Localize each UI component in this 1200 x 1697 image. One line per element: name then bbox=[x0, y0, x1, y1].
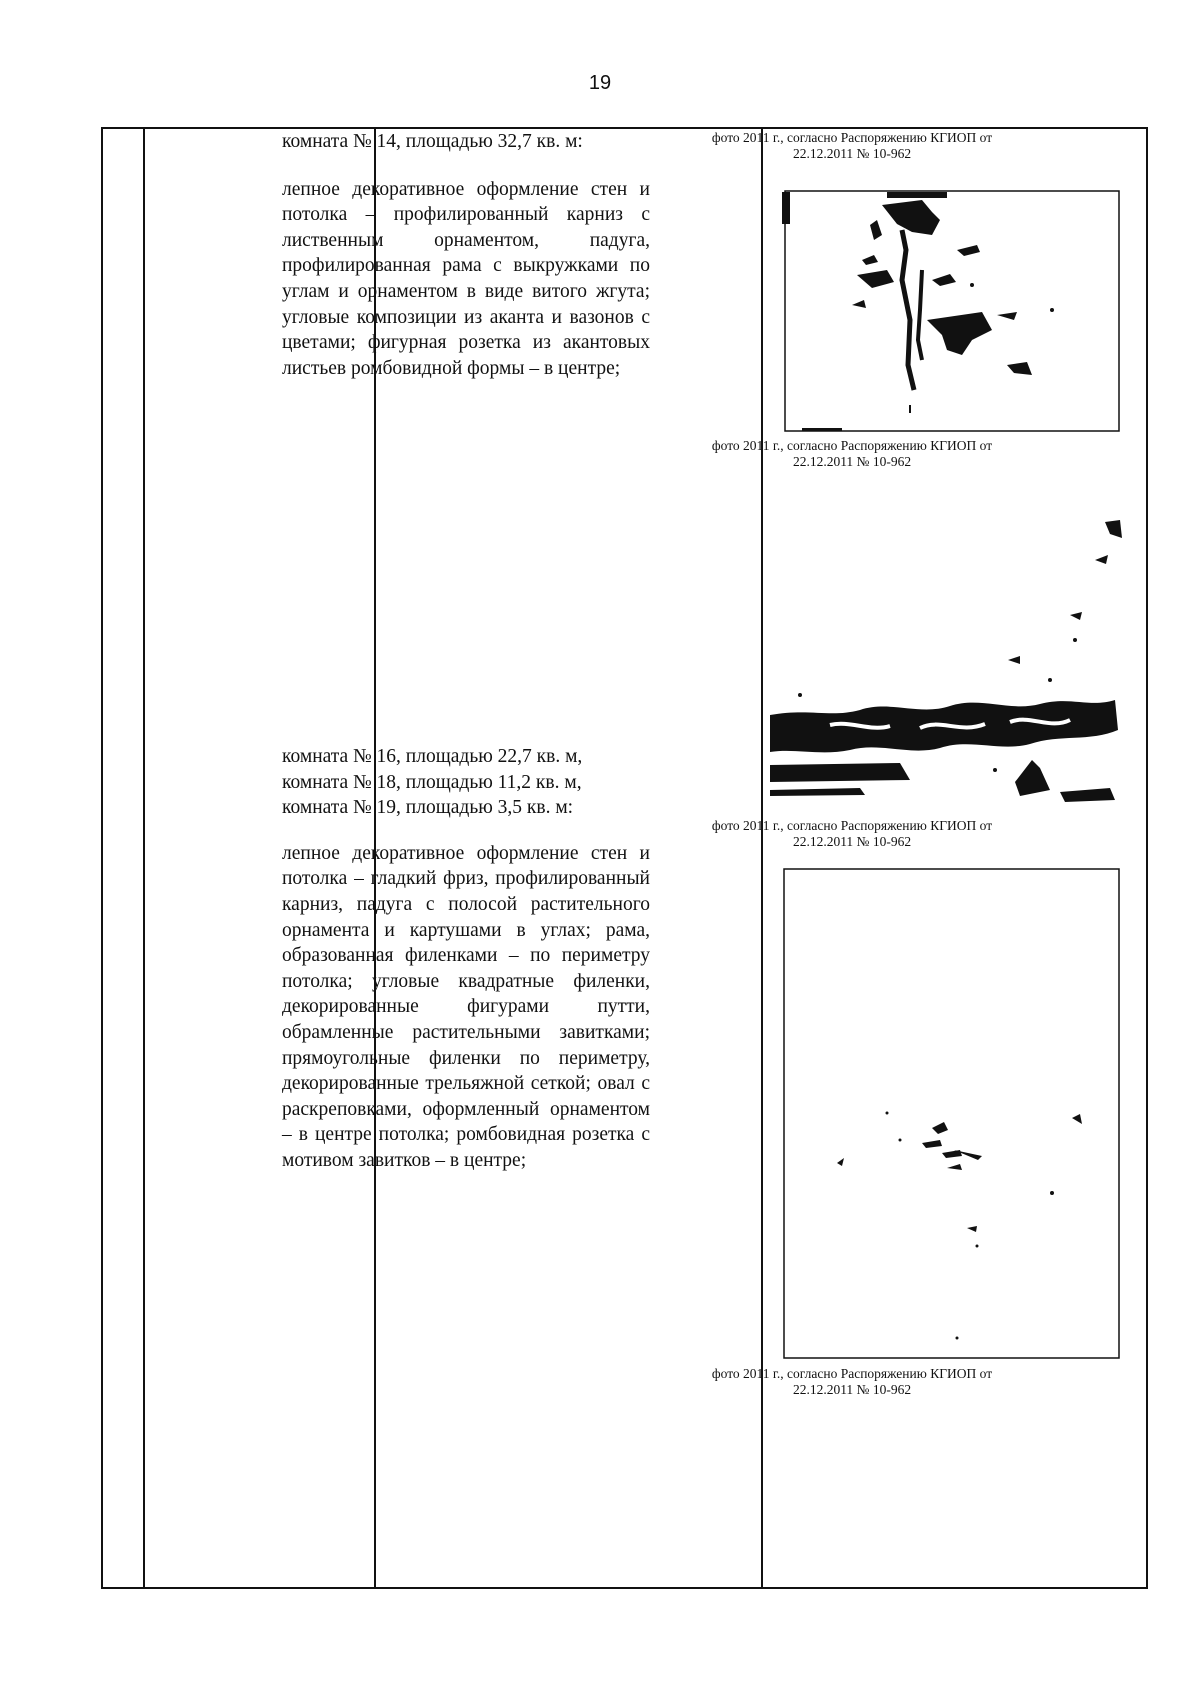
photo-caption bbox=[666, 818, 1038, 850]
caption-line: фото 2011 г., согласно Распоряжению КГИОП от bbox=[711, 130, 993, 145]
caption-line: 22.12.2011 № 10-962 bbox=[792, 146, 912, 161]
caption-line: фото 2011 г., согласно Распоряжению КГИОП от bbox=[711, 818, 993, 833]
caption-line: 22.12.2011 № 10-962 bbox=[792, 1382, 912, 1397]
room-description: лепное декоративное оформление стен и потолка – гладкий фриз, профилированный карниз, падуга с полосой растительного орнамента и картушами в углах; рама, образованная филенками – по периметру потолка; угловые квадратные филенки, декорированные фигурами путти, обрамленные растительными завитками; прямоугольные филенки по периметру, декорированные трельяжной сеткой; овал с раскреповками, оформленный орнаментом – в центре потолка; ромбовидная розетка с мотивом завитков – в центре; bbox=[282, 842, 650, 1171]
caption-line: 22.12.2011 № 10-962 bbox=[792, 454, 912, 469]
room-description: лепное декоративное оформление стен и потолка – профилированный карниз с лиственным орнаментом, падуга, профилированная рама с выкружками по углам и орнаментом в виде витого жгута; угловые композиции из аканта и вазонов с цветами; фигурная розетка из акантовых листьев ромбовидной формы – в центре; bbox=[282, 178, 650, 379]
room-header-line: комната № 16, площадью 22,7 кв. м, bbox=[282, 746, 583, 767]
entry-room-14 bbox=[282, 129, 650, 381]
caption-line: фото 2011 г., согласно Распоряжению КГИОП от bbox=[711, 1366, 993, 1381]
stucco-photo bbox=[782, 868, 1122, 1361]
column-divider bbox=[143, 129, 145, 1587]
photo-caption bbox=[666, 1366, 1038, 1398]
page-number: 19 bbox=[588, 72, 612, 94]
stucco-photo bbox=[782, 190, 1122, 435]
caption-line: фото 2011 г., согласно Распоряжению КГИОП от bbox=[711, 438, 993, 453]
room-header-line: комната № 19, площадью 3,5 кв. м: bbox=[282, 797, 574, 819]
photo-caption bbox=[666, 438, 1038, 470]
photo-caption bbox=[666, 130, 1038, 162]
room-header: комната № 14, площадью 32,7 кв. м: bbox=[282, 131, 583, 152]
entry-rooms-16-18-19 bbox=[282, 744, 650, 1174]
room-header-line: комната № 18, площадью 11,2 кв. м, bbox=[282, 771, 582, 793]
stucco-photo bbox=[770, 520, 1130, 815]
caption-line: 22.12.2011 № 10-962 bbox=[792, 834, 912, 849]
